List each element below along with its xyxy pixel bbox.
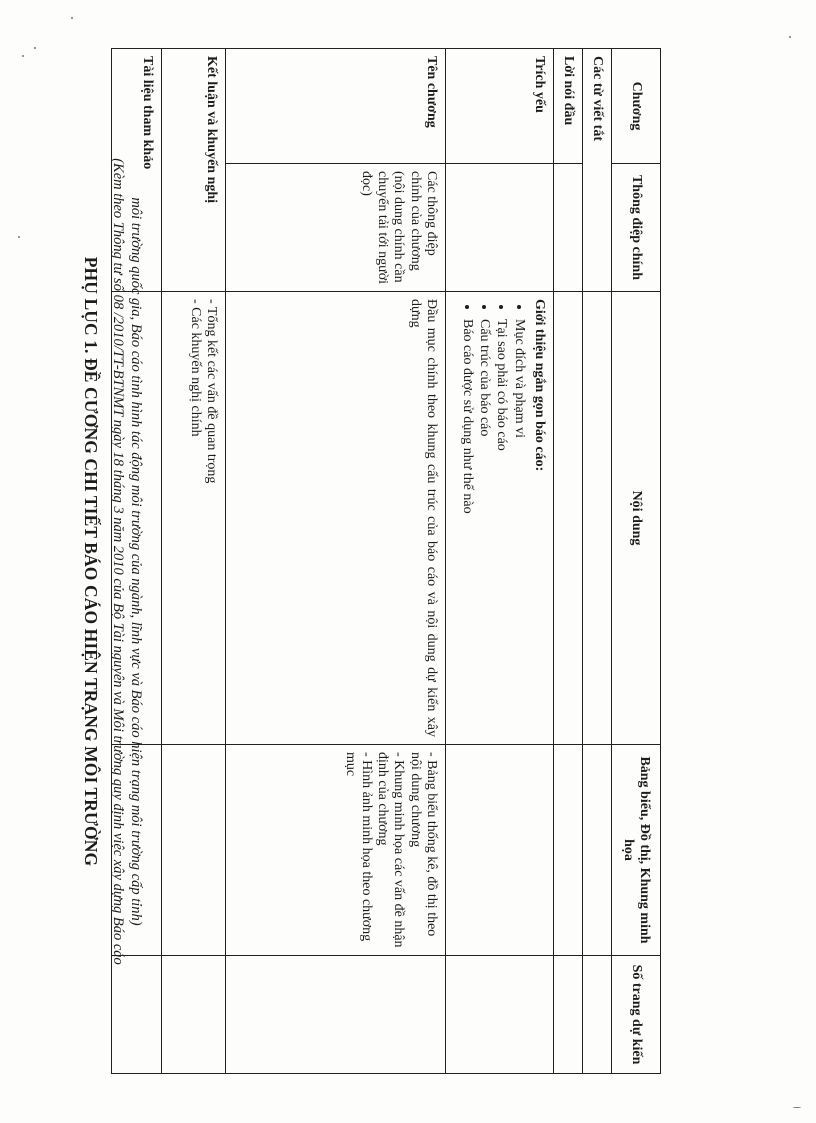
header-pages: Số trang dự kiến (611, 956, 660, 1074)
empty-cell (445, 164, 553, 292)
empty-cell (111, 292, 161, 745)
header-content: Nội dung (611, 292, 660, 745)
empty-cell (582, 956, 611, 1074)
row-conclusion: Kết luận và khuyến nghị (161, 49, 225, 292)
empty-cell (553, 956, 582, 1074)
summary-content (445, 292, 553, 745)
list-item: • Cấu trúc của báo cáo (476, 319, 492, 737)
charts-line: - Khung minh họa các vấn đề nhận định của chương (375, 752, 407, 948)
header-key-message: Thông điệp chính (611, 164, 660, 292)
empty-cell (553, 164, 582, 292)
empty-cell (445, 956, 553, 1074)
conclusion-line: - Các khuyến nghị chính (187, 299, 203, 437)
header-charts: Bảng biểu, Đồ thị, Khung minh họa (611, 745, 660, 956)
row-summary-chapter: Trích yếu (445, 49, 553, 164)
document-title: PHỤ LỤC 1. ĐỀ CƯƠNG CHI TIẾT BÁO CÁO HIỆN TRẠNG MÔI TRƯỜNG (81, 256, 101, 867)
conclusion-content (161, 292, 225, 745)
chapter-content: Đầu mục chính theo khung cấu trúc của báo cáo và nội dung dự kiến xây dựng (225, 292, 445, 745)
empty-cell (445, 745, 553, 956)
chapter-charts (225, 745, 445, 956)
empty-cell (161, 745, 225, 956)
table-row (445, 49, 553, 1074)
table-row (161, 49, 225, 1074)
empty-cell (553, 292, 582, 745)
chapter-key-message: Các thông điệp chính của chương (nội dung chính cần chuyển tải tới người đọc) (225, 164, 445, 292)
table-row (582, 49, 611, 1074)
empty-cell (225, 956, 445, 1074)
charts-line: - Hình ảnh minh họa theo chương mục (343, 752, 375, 942)
table-row (553, 49, 582, 1074)
empty-cell (582, 292, 611, 745)
list-item: • Mục đích và phạm vi (510, 319, 526, 737)
empty-cell (161, 956, 225, 1074)
row-abbreviations: Các từ viết tắt (582, 49, 611, 292)
row-chapter-title: Tên chương (225, 49, 445, 164)
row-foreword: Lời nói đầu (553, 49, 582, 164)
charts-line: - Bảng biểu thống kê, đồ thị theo nội dung chương (407, 752, 439, 937)
row-references: Tài liệu tham khảo (111, 49, 161, 292)
document-subtitle-line1: (Kèm theo Thông tư số 08 /2010/TT-BTNMT ngày 18 tháng 3 năm 2010 của Bộ Tài nguyên và Môi trường quy định việc xây dựng Báo cáo (110, 158, 126, 965)
summary-bullet-list (459, 299, 526, 737)
empty-cell (553, 745, 582, 956)
table-row (111, 49, 161, 1074)
header-chapter: Chương (611, 49, 660, 164)
table-header-row (611, 49, 660, 1074)
conclusion-line: - Tổng kết các vấn đề quan trọng (203, 299, 219, 484)
empty-cell (111, 956, 161, 1074)
document-subtitle-line2: môi trường quốc gia, Báo cáo tình hình tác động môi trường của ngành, lĩnh vực và Báo cáo hiện trạng môi trường cấp tỉnh) (128, 197, 144, 926)
summary-heading: Giới thiệu ngắn gọn báo cáo: (531, 299, 547, 472)
empty-cell (111, 745, 161, 956)
report-outline-table (111, 48, 661, 1074)
empty-cell (582, 745, 611, 956)
table-row (225, 49, 445, 1074)
list-item: • Tại sao phải có báo cáo (493, 319, 509, 737)
list-item: • Báo cáo được sử dụng như thế nào (459, 319, 475, 737)
